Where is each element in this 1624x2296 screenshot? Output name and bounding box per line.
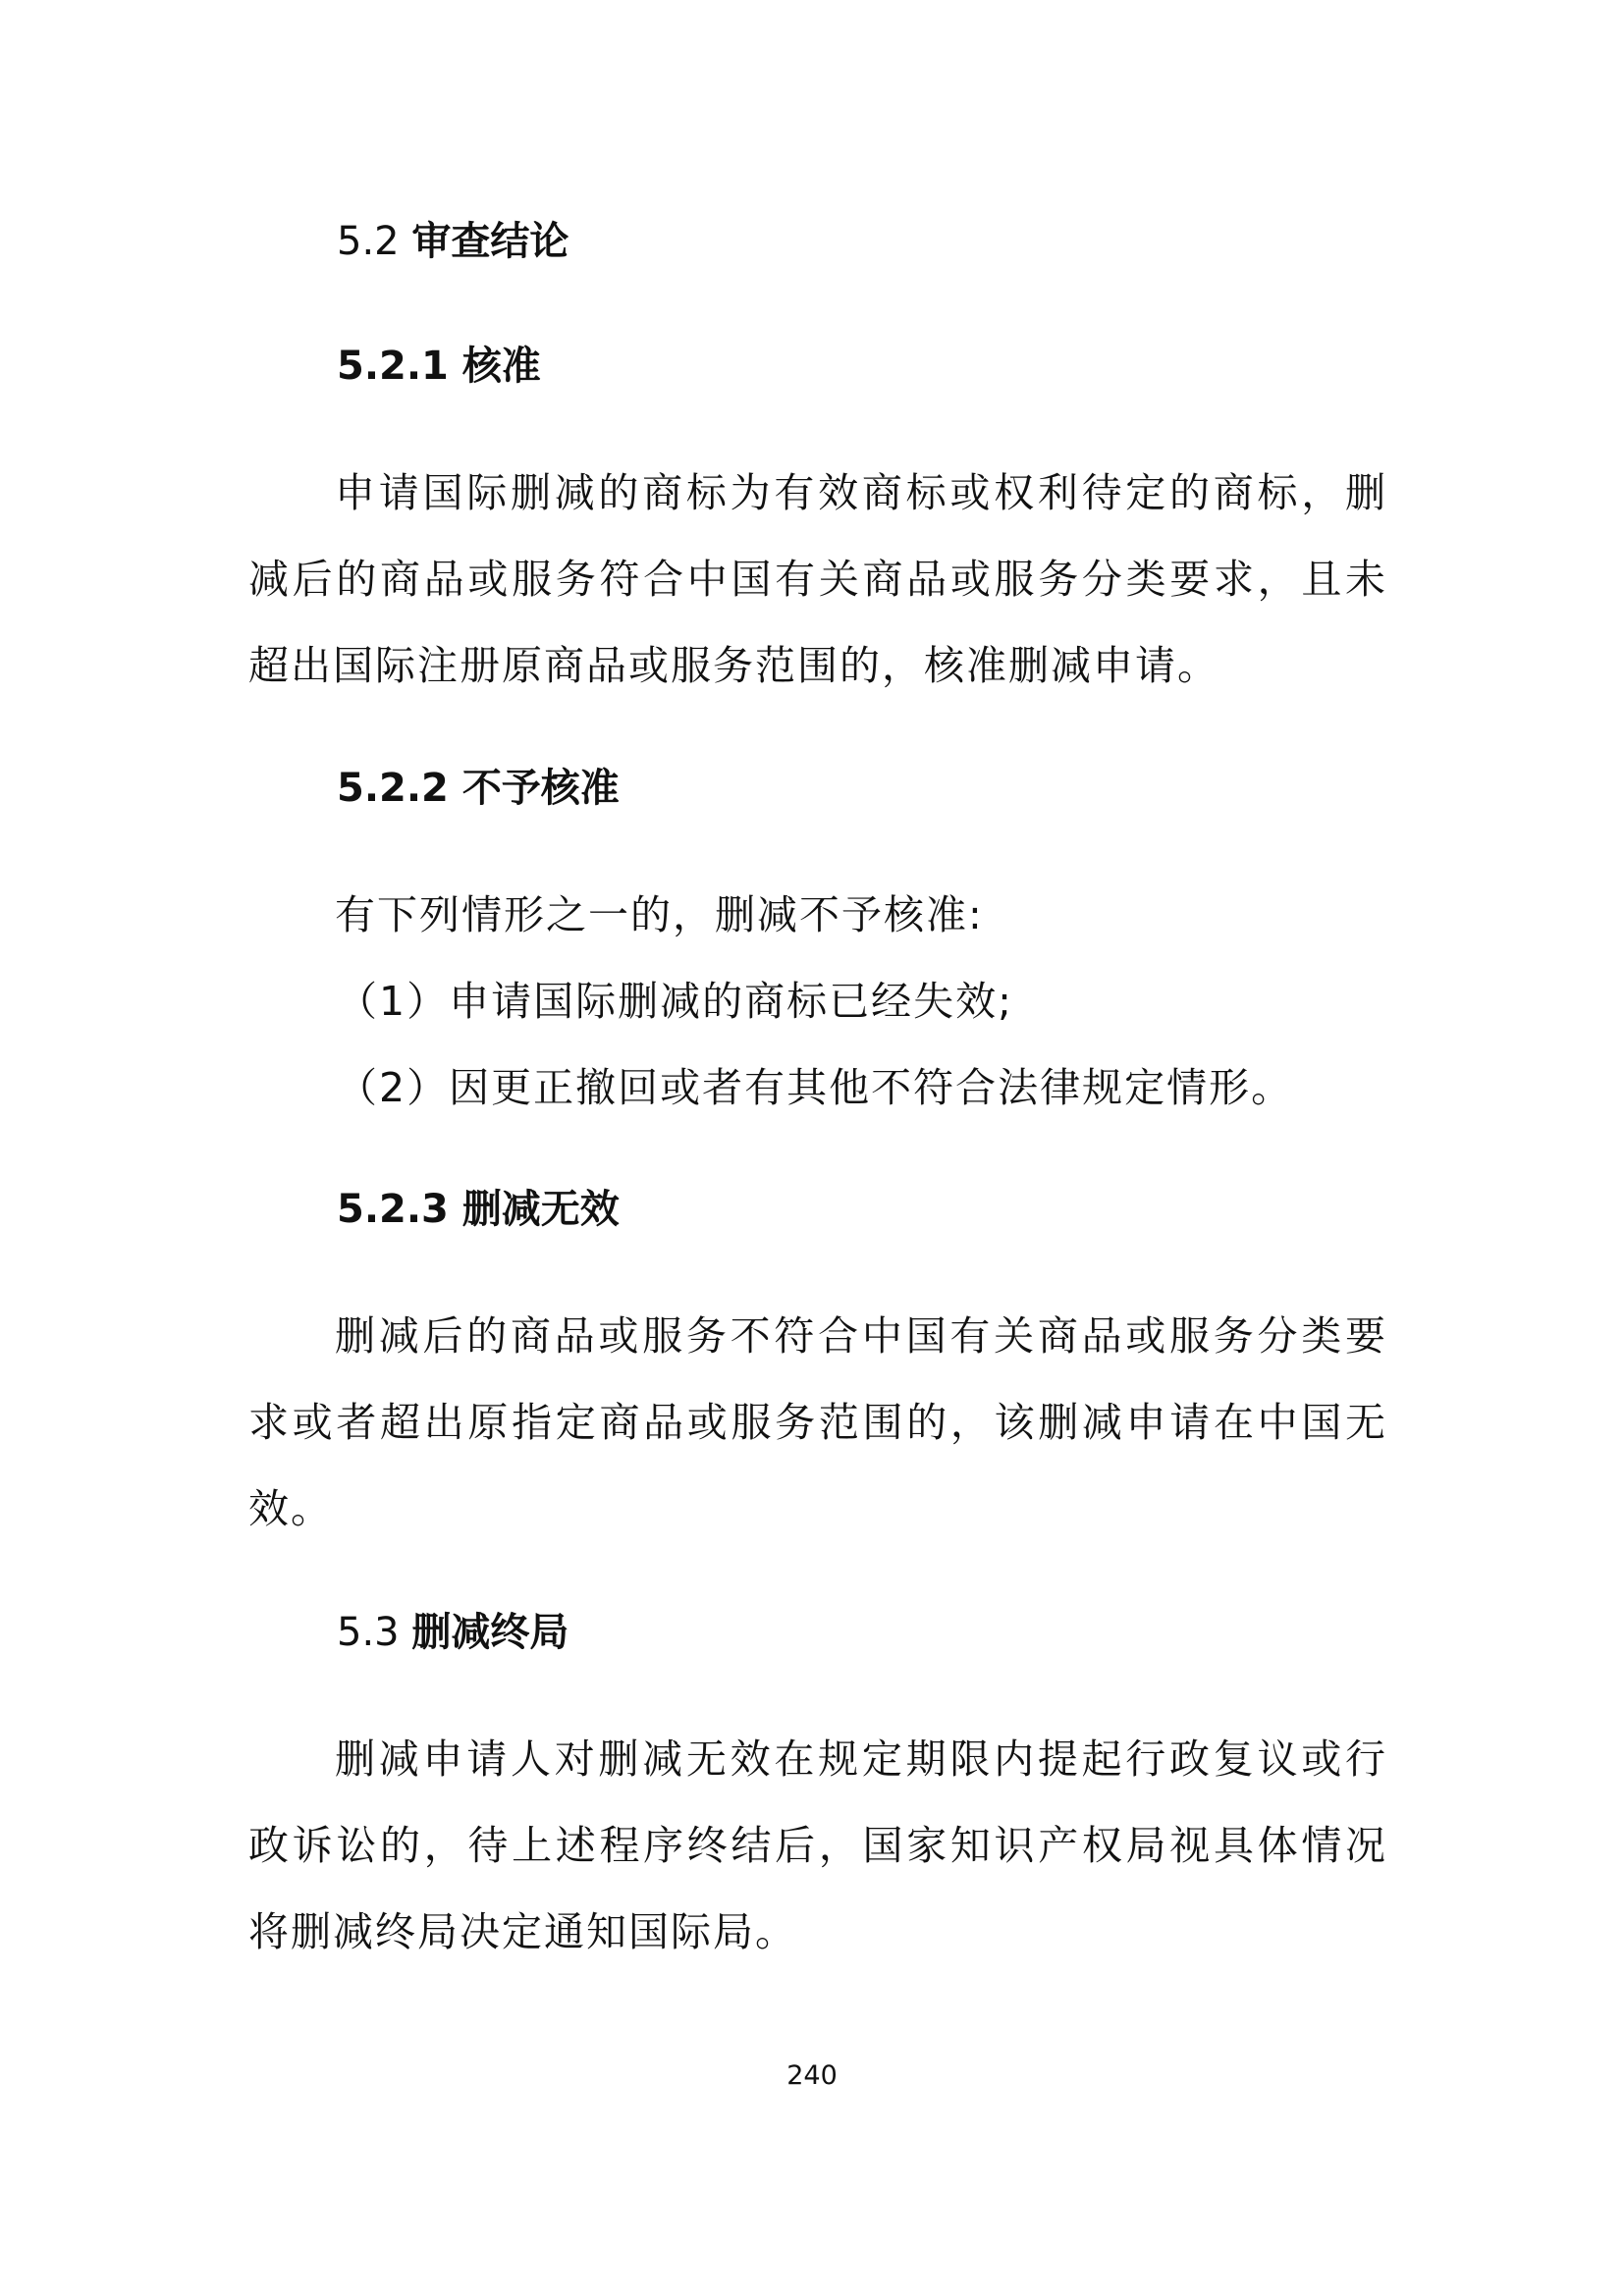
section-5-2-3-heading: 5.2.3 删减无效	[337, 1187, 620, 1232]
section-5-2-2-item-1: （1）申请国际删减的商标已经失效;	[337, 978, 1013, 1025]
section-5-2-1-paragraph: 申请国际删减的商标为有效商标或权利待定的商标，删减后的商品或服务符合中国有关商品或服务分类要求，且未超出国际注册原商品或服务范围的，核准删减申请。	[248, 469, 1387, 689]
section-5-3-title: 删减终局	[411, 1610, 569, 1655]
section-5-2-2-item-2: （2）因更正撤回或者有其他不符合法律规定情形。	[337, 1064, 1294, 1111]
section-5-2-title: 审查结论	[411, 219, 569, 264]
section-5-2-1-heading: 5.2.1 核准	[337, 344, 541, 389]
section-5-2-heading	[337, 214, 1476, 269]
page-number: 240	[786, 2060, 838, 2091]
section-5-2-number: 5.2	[337, 219, 400, 264]
section-5-3-number: 5.3	[337, 1610, 400, 1655]
section-5-2-3-paragraph: 删减后的商品或服务不符合中国有关商品或服务分类要求或者超出原指定商品或服务范围的，该删减申请在中国无效。	[248, 1312, 1387, 1532]
section-5-3-paragraph: 删减申请人对删减无效在规定期限内提起行政复议或行政诉讼的，待上述程序终结后，国家知识产权局视具体情况将删减终局决定通知国际局。	[248, 1735, 1387, 1955]
section-5-2-2-intro: 有下列情形之一的，删减不予核准:	[335, 891, 984, 938]
section-5-2-2-heading: 5.2.2 不予核准	[337, 766, 620, 811]
section-5-3-heading	[337, 1605, 1476, 1660]
